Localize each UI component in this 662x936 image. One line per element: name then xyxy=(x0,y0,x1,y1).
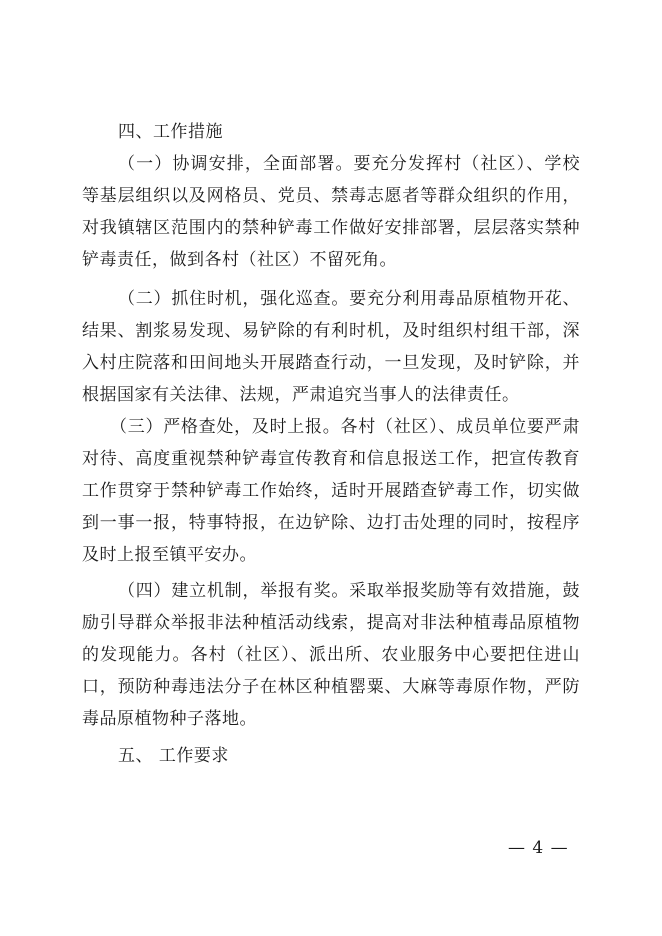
section-four-heading: 四、工作措施 xyxy=(118,122,223,142)
paragraph-4: （四）建立机制，举报有奖。采取举报奖励等有效措施，鼓励引导群众举报非法种植活动线索，提高对非法种植毒品原植物的发现能力。各村（社区）、派出所、农业服务中心要把住进山口，预防种毒违法分子在林区种植罂粟、大麻等毒原作物，严防毒品原植物种子落地。 xyxy=(82,581,580,729)
page-number: — 4 — xyxy=(508,838,569,858)
section-five-heading: 五、 工作要求 xyxy=(118,746,229,766)
paragraph-2: （二）抓住时机，强化巡查。要充分利用毒品原植物开花、结果、割浆易发现、易铲除的有利时机，及时组织村组干部，深入村庄院落和田间地头开展踏查行动，一旦发现，及时铲除，并根据国家有关法律、法规，严肃追究当事人的法律责任。 xyxy=(82,289,580,405)
paragraph-3: （三）严格查处，及时上报。各村（社区）、成员单位要严肃对待、高度重视禁种铲毒宣传教育和信息报送工作，把宣传教育工作贯穿于禁种铲毒工作始终，适时开展踏查铲毒工作，切实做到一事一报，特事特报，在边铲除、边打击处理的同时，按程序及时上报至镇平安办。 xyxy=(82,417,580,565)
paragraph-1: （一）协调安排，全面部署。要充分发挥村（社区）、学校等基层组织以及网格员、党员、禁毒志愿者等群众组织的作用，对我镇辖区范围内的禁种铲毒工作做好安排部署，层层落实禁种铲毒责任，做到各村（社区）不留死角。 xyxy=(82,154,580,270)
